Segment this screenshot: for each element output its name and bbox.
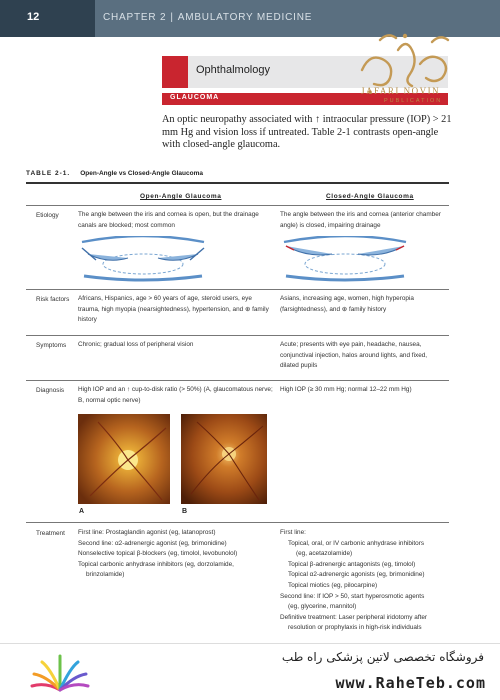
page-number: 12 [27,11,40,23]
row-rule [26,335,449,336]
footer-persian-text: فروشگاه تخصصی لاتین پزشکی راه طب [281,650,484,664]
closed-angle-diagram [280,236,410,284]
cell-etiology-open: The angle between the iris and cornea is open, but the drainage canals are blocked; most common [78,211,259,229]
cell-treatment-closed [280,528,448,634]
image-a-label: A [79,508,85,515]
book-fan-logo [26,652,94,694]
table-caption [26,170,203,177]
treatment-open-line: First line: Prostaglandin agonist (eg, latanoprost) [78,529,216,536]
intro-paragraph: An optic neuropathy associated with ↑ intraocular pressure (IOP) > 21 mm Hg and vision loss if untreated. Table 2-1 contrasts open-angle with closed-angle glaucoma. [162,114,452,151]
footer-website[interactable]: www.RaheTeb.com [335,674,486,692]
fundus-image-glaucomatous [78,414,170,504]
row-rule [26,289,449,290]
treatment-closed-line: resolution or prophylaxis in high-risk individuals [288,624,422,632]
cell-risk-open: Africans, Hispanics, age > 60 years of age, steroid users, eye trauma, high myopia (nearsightedness), hypertension, and ⊕ family history [78,295,269,324]
treatment-closed-line: Topical miotics (eg, pilocarpine) [288,581,378,589]
treatment-open-line: Nonselective topical β-blockers (eg, timolol, levobunolol) [78,550,238,558]
book-title: AMBULATORY MEDICINE [177,12,313,23]
treatment-open-line: Second line: α2-adrenergic agonist (eg, brimonidine) [78,539,227,547]
row-rule [26,380,449,381]
treatment-closed-line: Definitive treatment: Laser peripheral iridotomy after [280,613,428,621]
column-header-open: Open-Angle Glaucoma [140,193,222,200]
section-accent [162,56,188,88]
row-label-risk-factors: Risk factors [36,296,70,303]
treatment-closed-line: First line: [280,529,306,536]
cell-diagnosis-open: High IOP and an ↑ cup-to-disk ratio (> 50%) (A, glaucomatous nerve; B, normal optic nerve) [78,386,273,404]
row-label-symptoms: Symptoms [36,342,67,349]
treatment-closed-line: (eg, glycerine, mannitol) [288,603,357,611]
treatment-closed-line: Topical α2-adrenergic agonists (eg, brimonidine) [288,571,425,579]
fundus-image-normal [181,414,267,504]
logo-publication: PUBLICATION [384,98,443,104]
image-b-label: B [182,508,188,515]
row-label-diagnosis: Diagnosis [36,387,65,394]
row-label-etiology: Etiology [36,212,59,219]
cell-diagnosis-closed: High IOP (≥ 30 mm Hg; normal 12–22 mm Hg) [280,386,412,393]
column-header-closed: Closed-Angle Glaucoma [326,193,414,200]
header-rule [26,205,449,206]
header-separator: | [170,12,174,23]
treatment-closed-line: Topical β-adrenergic antagonists (eg, timolol) [288,560,416,568]
treatment-open-line: brinzolamide) [86,571,125,579]
cell-symptoms-closed: Acute; presents with eye pain, headache, nausea, conjunctival injection, halos around lights, and fixed, dilated pupils [280,341,428,370]
logo-name: JAFARI NOVIN [361,86,441,96]
row-label-treatment: Treatment [36,530,65,537]
table-top-rule [26,182,449,184]
subsection-title: GLAUCOMA [170,94,220,101]
section-title: Ophthalmology [196,64,270,76]
cell-treatment-open [78,528,274,581]
page-number-box [0,0,95,37]
publisher-logo [350,30,460,108]
table-title: Open-Angle vs Closed-Angle Glaucoma [80,170,204,177]
chapter-label: CHAPTER 2 [103,12,167,23]
table-label: TABLE 2-1. [26,170,71,177]
treatment-closed-line: Second line: If IOP > 50, start hyperosmotic agents [280,592,425,600]
cell-risk-closed: Asians, increasing age, women, high hyperopia (farsightedness), and ⊕ family history [280,295,414,313]
treatment-closed-line: Topical, oral, or IV carbonic anhydrase inhibitors [288,539,425,547]
treatment-open-line: Topical carbonic anhydrase inhibitors (eg, dorzolamide, [78,560,234,568]
running-head [103,12,312,23]
row-rule [26,522,449,523]
cell-etiology-closed: The angle between the iris and cornea (anterior chamber angle) is closed, impairing drainage [280,211,441,229]
open-angle-diagram [78,236,208,284]
cell-symptoms-open: Chronic; gradual loss of peripheral vision [78,341,194,348]
treatment-closed-line: (eg, acetazolamide) [296,550,353,558]
